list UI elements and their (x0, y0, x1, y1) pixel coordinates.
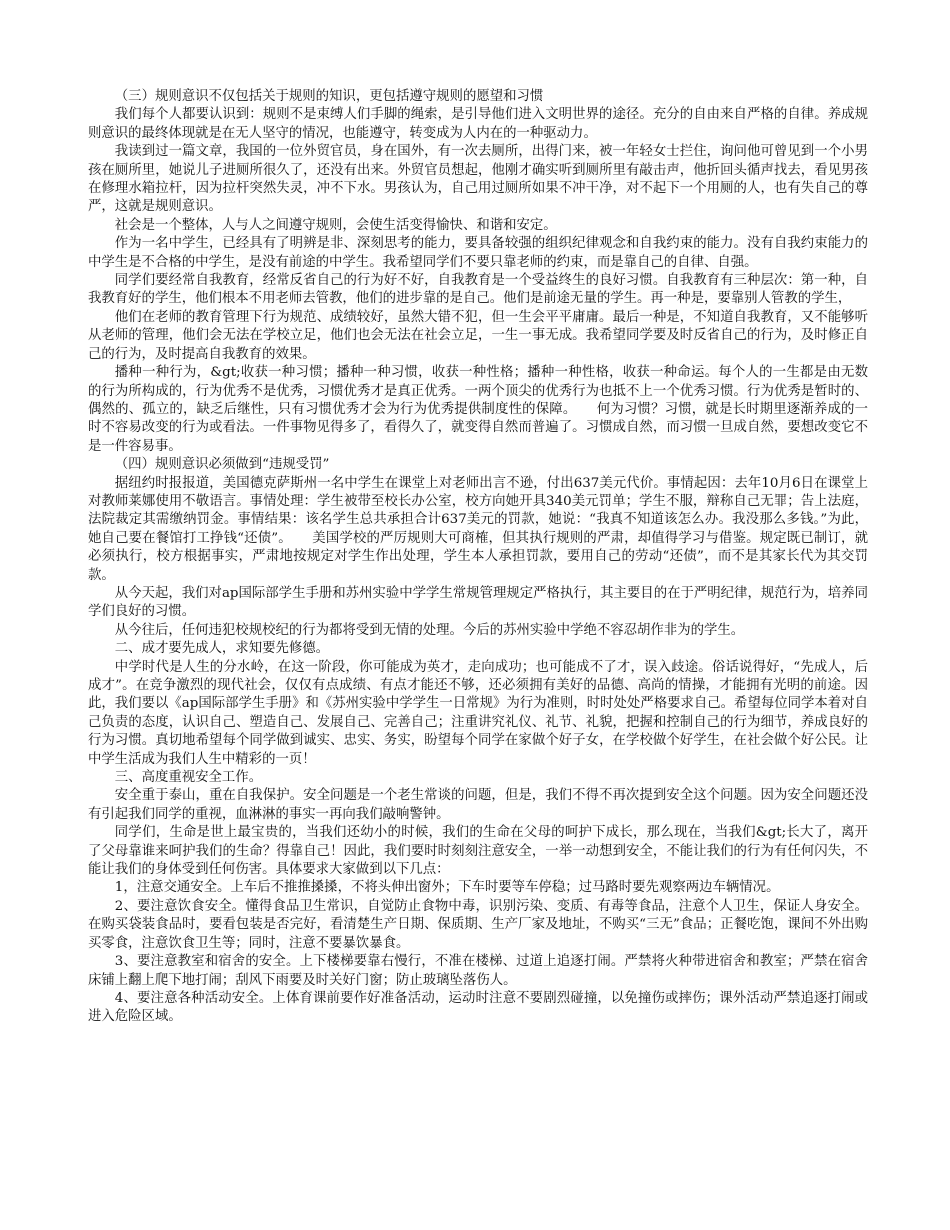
safety-item-4: 4、要注意各种活动安全。上体育课前要作好准备活动，运动时注意不要剧烈碰撞，以免撞伤或摔伤；课外活动严禁追逐打闹或进入危险区域。 (88, 990, 868, 1025)
paragraph-heading-4: （四）规则意识必须做到“违规受罚” (114, 457, 330, 473)
paragraph: 安全重于泰山，重在自我保护。安全问题是一个老生常谈的问题，但是，我们不得不再次提到安全这个问题。因为安全问题还没有引起我们同学的重视，血淋淋的事实一再向我们敲响警钟。 (88, 788, 868, 822)
safety-item-2: 2、要注意饮食安全。懂得食品卫生常识，自觉防止食物中毒，识别污染、变质、有毒等食品，注意个人卫生，保证人身安全。在购买袋装食品时，要看包装是否完好，看清楚生产日期、保质期、生产厂家及地址，不购买“三无”食品；正餐吃饱，课间不外出购买零食，注意饮食卫生等；同时，注意不要暴饮暴食。 (88, 898, 868, 951)
section-heading-3: 三、高度重视安全工作。 (114, 770, 263, 786)
paragraph: 播种一种行为，&gt;收获一种习惯；播种一种习惯，收获一种性格；播种一种性格，收获一种命运。每个人的一生都是由无数的行为所构成的，行为优秀不是优秀，习惯优秀才是真正优秀。一两个顶尖的优秀行为也抵不上一个优秀习惯。行为优秀是暂时的、偶然的、孤立的，缺乏后继性，只有习惯优秀才会为行为优秀提供制度性的保障。 何为习惯？习惯，就是长时期里逐渐养成的一时不容易改变的行为或看法。一件事物见得多了，看得久了，就变得自然而普遍了。习惯成自然，而习惯一旦成自然，要想改变它不是一件容易事。 (88, 365, 868, 454)
paragraph: 从今往后，任何违犯校规校纪的行为都将受到无情的处理。今后的苏州实验中学绝不容忍胡作非为的学生。 (114, 622, 745, 638)
paragraph: 从今天起，我们对ap国际部学生手册和苏州实验中学学生常规管理规定严格执行，其主要目的在于严明纪律，规范行为，培养同学们良好的习惯。 (88, 585, 868, 620)
paragraph: 我读到过一篇文章，我国的一位外贸官员，身在国外，有一次去厕所，出得门来，被一年轻女士拦住，询问他可曾见到一个小男孩在厕所里，她说儿子进厕所很久了，还没有出来。外贸官员想起，他刚才确实听到厕所里有敲击声，他折回头循声找去，看见男孩在修理水箱拉杆，因为拉杆突然失灵，冲不下水。男孩认为，自己用过厕所如果不冲干净，对不起下一个用厕的人，也有失自己的尊严，这就是规则意识。 (88, 144, 868, 215)
paragraph: 据纽约时报报道，美国德克萨斯州一名中学生在课堂上对老师出言不逊，付出637美元代价。事情起因：去年10月6日在课堂上对教师莱娜使用不敬语言。事情处理：学生被带至校长办公室，校方向她开具340美元罚单；学生不服，辩称自己无罪；告上法庭，法院裁定其需缴纳罚金。事情结果：该名学生总共承担合计637美元的罚款，她说：“我真不知道该怎么办。我没那么多钱。”为此，她自己要在餐馆打工挣钱“还债”。 美国学校的严厉规则大可商榷，但其执行规则的严肃，却值得学习与借鉴。规定既已制订，就必须执行，校方根据事实，严肃地按规定对学生作出处理，学生本人承担罚款，要用自己的劳动“还债”，而不是其家长代为其交罚款。 (88, 475, 868, 583)
paragraph: 同学们，生命是世上最宝贵的，当我们还幼小的时候，我们的生命在父母的呵护下成长，那么现在，当我们&gt;长大了，离开了父母靠谁来呵护我们的生命？得靠自己！因此，我们要时时刻刻注意安全，一举一动想到安全，不能让我们的行为有任何闪失，不能让我们的身体受到任何伤害。具体要求大家做到以下几点： (88, 825, 868, 878)
safety-item-3: 3、要注意教室和宿舍的安全。上下楼梯要靠右慢行，不准在楼梯、过道上追逐打闹。严禁将火种带进宿舍和教室；严禁在宿舍床铺上翻上爬下地打闹；刮风下雨要及时关好门窗；防止玻璃坠落伤人。 (88, 954, 868, 988)
document-page (88, 88, 868, 1027)
paragraph: 同学们要经常自我教育，经常反省自己的行为好不好，自我教育是一个受益终生的良好习惯。自我教育有三种层次：第一种，自我教育好的学生，他们根本不用老师去管教，他们的进步靠的是自己。他们是前途无量的学生。再一种是，要靠别人管教的学生， (88, 273, 868, 307)
paragraph-heading-3: （三）规则意识不仅包括关于规则的知识，更包括遵守规则的愿望和习惯 (114, 89, 544, 104)
safety-item-1: 1，注意交通安全。上车后不推推搡搡，不将头伸出窗外；下车时要等车停稳；过马路时要先观察两边车辆情况。 (114, 880, 780, 896)
paragraph: 社会是一个整体，人与人之间遵守规则，会使生活变得愉快、和谐和安定。 (114, 217, 557, 233)
paragraph: 作为一名中学生，已经具有了明辨是非、深刻思考的能力，要具备较强的组织纪律观念和自我约束的能力。没有自我约束能力的中学生是不合格的中学生，是没有前途的中学生。我希望同学们不要只靠老师的约束，而是靠自己的自律、自强。 (88, 236, 868, 270)
section-heading-2: 二、成才要先成人，求知要先修德。 (114, 641, 330, 657)
paragraph: 他们在老师的教育管理下行为规范、成绩较好，虽然大错不犯，但一生会平平庸庸。最后一种是，不知道自我教育，又不能够听从老师的管理，他们会无法在学校立足，他们也会无法在社会立足，一生一事无成。我希望同学要及时反省自己的行为，及时修正自己的行为，及时提高自我教育的效果。 (88, 309, 868, 362)
paragraph: 我们每个人都要认识到：规则不是束缚人们手脚的绳索，是引导他们进入文明世界的途径。充分的自由来自严格的自律。养成规则意识的最终体现就是在无人坚守的情况，也能遵守，转变成为人内在的一种驱动力。 (88, 107, 868, 141)
paragraph: 中学时代是人生的分水岭，在这一阶段，你可能成为英才，走向成功；也可能成不了才，误入歧途。俗话说得好，“先成人，后成才”。在竞争激烈的现代社会，仅仅有点成绩、有点才能还不够，还必须拥有美好的品德、高尚的情操，才能拥有光明的前途。因此，我们要以《ap国际部学生手册》和《苏州实验中学学生一日常规》为行为准则，时时处处严格要求自己。希望每位同学本着对自己负责的态度，认识自己、塑造自己、发展自己、完善自己；注重讲究礼仪、礼节、礼貌，把握和控制自己的行为细节，养成良好的行为习惯。真切地希望每个同学做到诚实、忠实、务实，盼望每个同学在家做个好子女，在学校做个好学生，在社会做个好公民。让中学生活成为我们人生中精彩的一页！ (88, 659, 868, 767)
